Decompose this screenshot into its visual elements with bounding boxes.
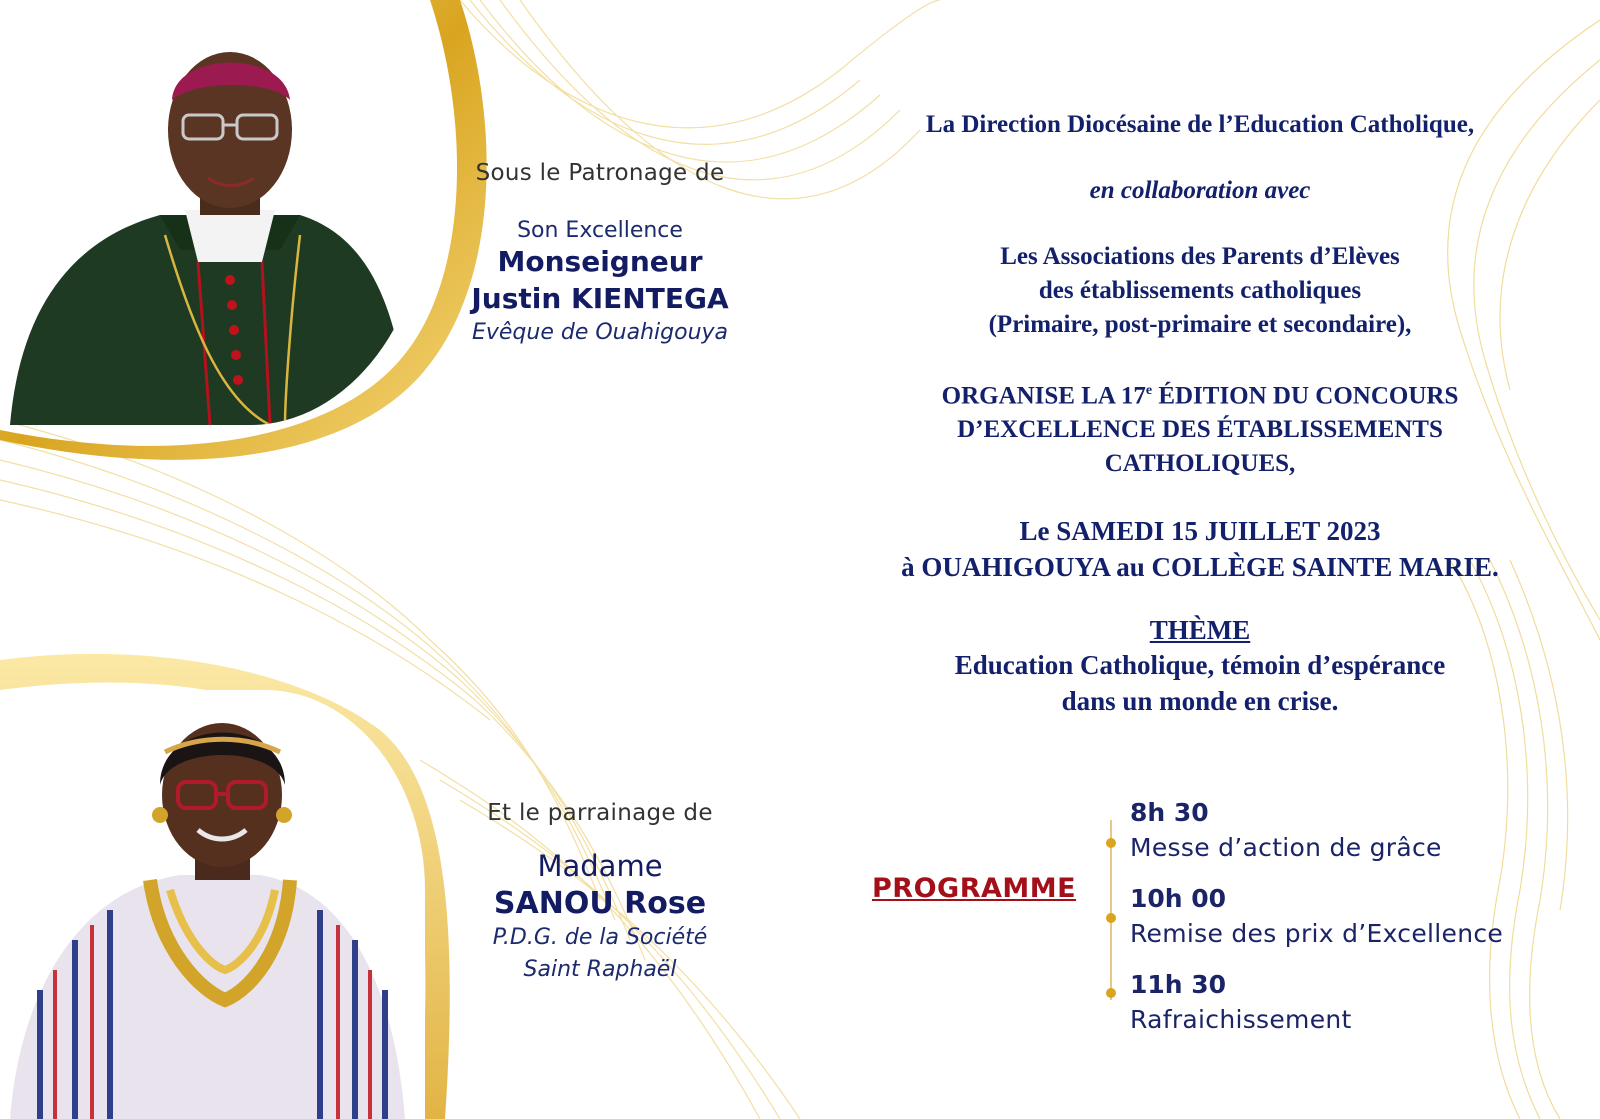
sponsor-role-line2: Saint Raphaël (523, 957, 677, 982)
patron-role: Evêque de Ouahigouya (471, 320, 729, 345)
timeline-dot-icon (1106, 988, 1116, 998)
partners-line-3: (Primaire, post-primaire et secondaire), (988, 311, 1412, 338)
programme-label: Messe d’action de grâce (1130, 833, 1442, 862)
sponsor-heading: Et le parrainage de (487, 800, 713, 826)
sponsor-name: SANOU Rose (493, 886, 707, 921)
programme-item (1130, 884, 1503, 970)
programme-item (1130, 798, 1503, 884)
event-line-1: ORGANISE LA 17e ÉDITION DU CONCOURS (941, 382, 1459, 410)
programme-label: Rafraichissement (1130, 1005, 1352, 1034)
sponsor-photo (0, 690, 425, 1119)
programme-label: Remise des prix d’Excellence (1130, 919, 1504, 948)
announcement-block (860, 108, 1540, 719)
programme-time: 11h 30 (1130, 970, 1227, 999)
programme-list (1130, 798, 1503, 1056)
event-line-2: D’EXCELLENCE DES ÉTABLISSEMENTS (957, 416, 1443, 444)
patron-block (435, 160, 765, 349)
event-place: à OUAHIGOUYA au COLLÈGE SAINTE MARIE. (901, 552, 1499, 583)
partners-line-1: Les Associations des Parents d’Elèves (1000, 243, 1400, 270)
timeline-dot-icon (1106, 838, 1116, 848)
event-date: Le SAMEDI 15 JUILLET 2023 (1019, 516, 1381, 547)
sponsor-title: Madame (537, 849, 663, 883)
theme-line-2: dans un monde en crise. (1061, 686, 1339, 717)
collaboration-line: en collaboration avec (1089, 177, 1311, 204)
patron-heading: Sous le Patronage de (475, 160, 725, 186)
patron-name-line1: Monseigneur (497, 245, 703, 278)
sponsor-portrait-icon (0, 690, 425, 1119)
sponsor-block (435, 800, 765, 986)
bishop-photo (0, 0, 430, 425)
bishop-portrait-icon (0, 0, 430, 425)
partners-line-2: des établissements catholiques (1038, 277, 1362, 304)
sponsor-role-line1: P.D.G. de la Société (492, 925, 708, 950)
programme-time: 10h 00 (1130, 884, 1227, 913)
programme-item (1130, 970, 1503, 1056)
timeline-dot-icon (1106, 913, 1116, 923)
programme-heading: PROGRAMME (872, 873, 1077, 904)
patron-name-line2: Justin KIENTEGA (471, 282, 729, 315)
theme-heading: THÈME (1149, 615, 1251, 646)
theme-line-1: Education Catholique, témoin d’espérance (954, 650, 1446, 681)
event-line-3: CATHOLIQUES, (1104, 450, 1296, 478)
organizer-line: La Direction Diocésaine de l’Education Catholique, (925, 111, 1475, 138)
patron-title: Son Excellence (517, 218, 683, 243)
programme-time: 8h 30 (1130, 798, 1209, 827)
